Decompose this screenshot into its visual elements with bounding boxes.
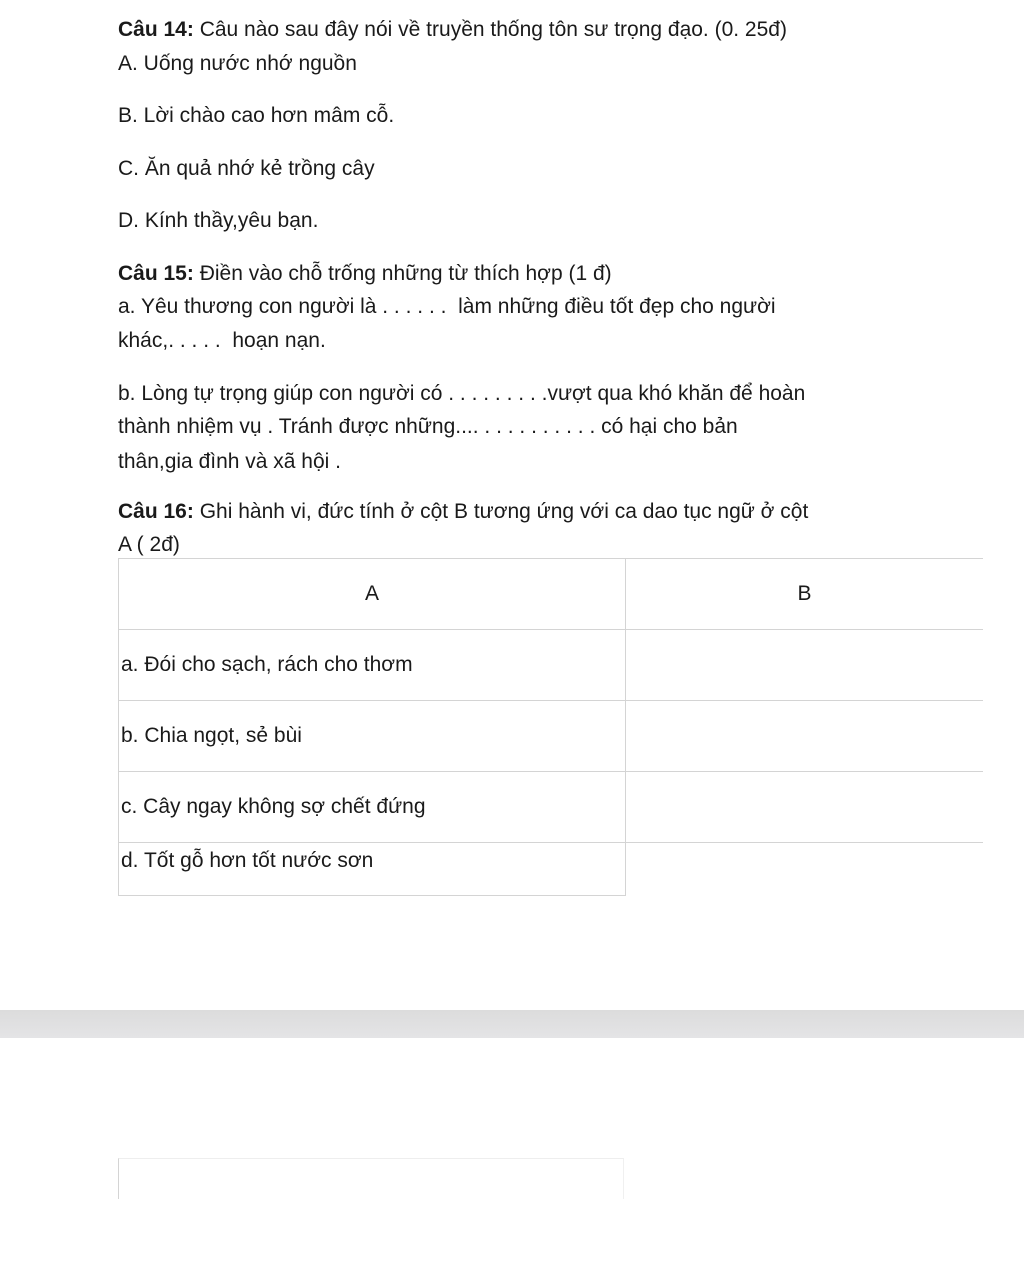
table-row xyxy=(119,701,984,772)
question-15-label: Câu 15: xyxy=(118,262,194,285)
row-a-answer-cell[interactable] xyxy=(626,630,984,701)
row-c-proverb: c. Cây ngay không sợ chết đứng xyxy=(119,772,626,843)
matching-table xyxy=(118,558,983,896)
question-14-option-d: D. Kính thầy,yêu bạn. xyxy=(118,209,319,232)
row-d-proverb: d. Tốt gỗ hơn tốt nước sơn xyxy=(119,843,626,896)
table-row xyxy=(119,630,984,701)
question-15-text: Điền vào chỗ trống những từ thích hợp (1 đ) xyxy=(193,262,612,285)
column-b-header: B xyxy=(626,559,984,630)
question-16-text: Ghi hành vi, đức tính ở cột B tương ứng với ca dao tục ngữ ở cột xyxy=(193,500,809,523)
question-14-label: Câu 14: xyxy=(118,18,194,41)
row-a-proverb: a. Đói cho sạch, rách cho thơm xyxy=(119,630,626,701)
table-header-row xyxy=(119,559,984,630)
row-c-answer-cell[interactable] xyxy=(626,772,984,843)
question-14-heading xyxy=(118,18,787,42)
question-14-option-b: B. Lời chào cao hơn mâm cỗ. xyxy=(118,104,395,127)
row-b-answer-cell[interactable] xyxy=(626,701,984,772)
question-15-line-2: khác,. . . . . hoạn nạn. xyxy=(118,329,326,352)
question-14-text: Câu nào sau đây nói về truyền thống tôn sư trọng đạo. (0. 25đ) xyxy=(193,18,787,41)
question-14-option-a: A. Uống nước nhớ nguồn xyxy=(118,52,357,75)
row-b-proverb: b. Chia ngọt, sẻ bùi xyxy=(119,701,626,772)
question-15-line-5: thân,gia đình và xã hội . xyxy=(118,450,341,473)
table-continuation xyxy=(118,1158,624,1199)
table-row xyxy=(119,843,984,896)
question-15-heading xyxy=(118,262,612,286)
question-15-line-3: b. Lòng tự trọng giúp con người có . . . . . . . . .vượt qua khó khăn để hoàn xyxy=(118,382,806,405)
question-15-line-1: a. Yêu thương con người là . . . . . . làm những điều tốt đẹp cho người xyxy=(118,295,776,318)
question-16-heading xyxy=(118,500,808,524)
table-row xyxy=(119,772,984,843)
question-15-line-4: thành nhiệm vụ . Tránh được những.... . . . . . . . . . . có hại cho bản xyxy=(118,415,738,438)
question-16-label: Câu 16: xyxy=(118,500,194,523)
question-14-option-c: C. Ăn quả nhớ kẻ trồng cây xyxy=(118,157,375,180)
column-a-header: A xyxy=(119,559,626,630)
question-16-text-continued: A ( 2đ) xyxy=(118,533,180,556)
page-separator xyxy=(0,1010,1024,1038)
row-d-answer-cell[interactable] xyxy=(626,843,984,896)
